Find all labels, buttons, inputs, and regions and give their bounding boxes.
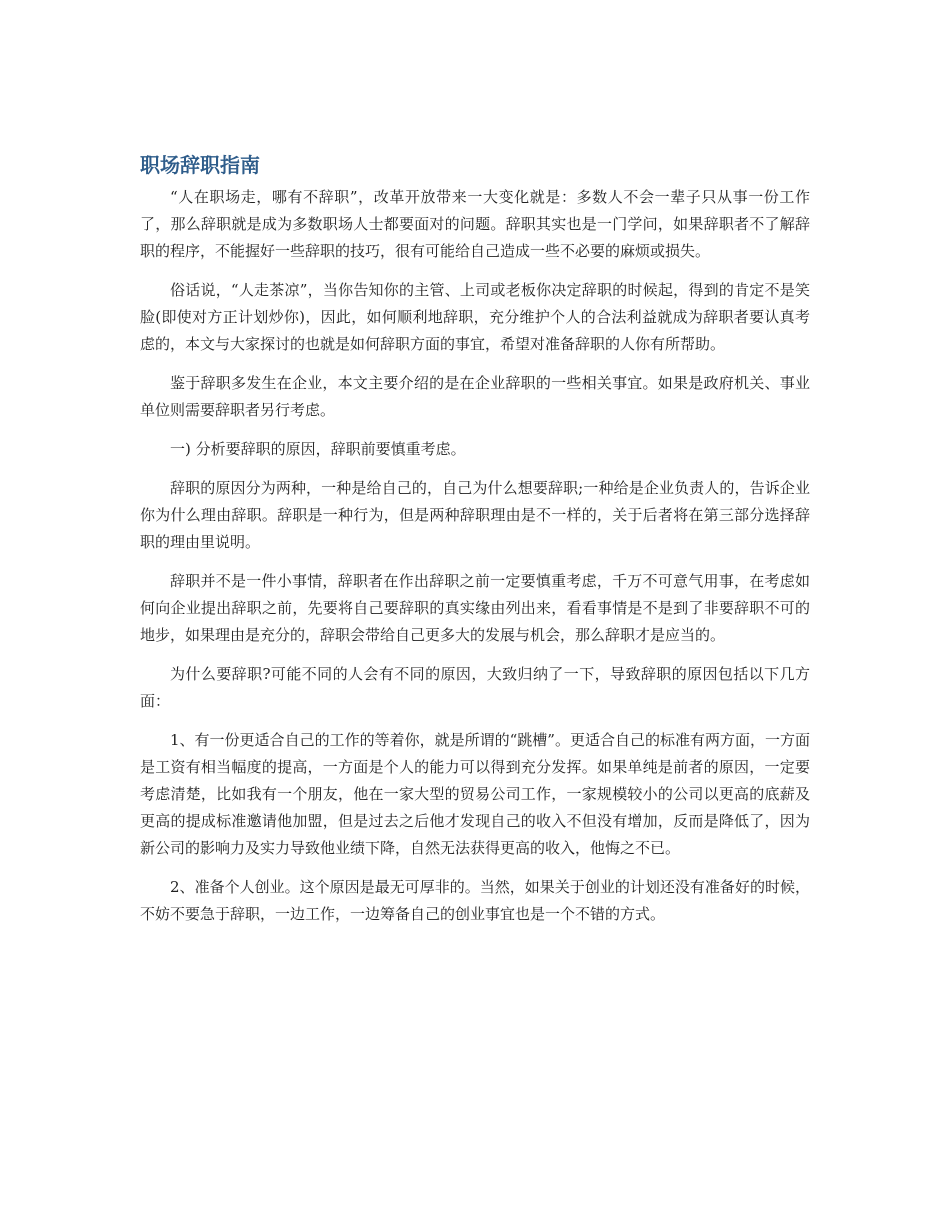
paragraph-reasons-types: 辞职的原因分为两种，一种是给自己的，自己为什么想要辞职;一种给是企业负责人的，告诉企业你为什么理由辞职。辞职是一种行为，但是两种辞职理由是不一样的，关于后者将在第三部分选择辞职的理由里说明。	[140, 479, 810, 551]
list-item-1: 1、有一份更适合自己的工作的等着你，就是所谓的“跳槽”。更适合自己的标准有两方面，一方面是工资有相当幅度的提高，一方面是个人的能力可以得到充分发挥。如果单纯是前者的原因，一定要考虑清楚，比如我有一个朋友，他在一家大型的贸易公司工作，一家规模较小的公司以更高的底薪及更高的提成标准邀请他加盟，但是过去之后他才发现自己的收入不但没有增加，反而是降低了，因为新公司的影响力及实力导致他业绩下降，自然无法获得更高的收入，他悔之不已。	[140, 731, 810, 857]
paragraph-intro: “人在职场走，哪有不辞职”，改革开放带来一大变化就是：多数人不会一辈子只从事一份工作了，那么辞职就是成为多数职场人士都要面对的问题。辞职其实也是一门学问，如果辞职者不了解辞职的程序，不能握好一些辞职的技巧，很有可能给自己造成一些不必要的麻烦或损失。	[140, 188, 810, 260]
section-heading-1: 一) 分析要辞职的原因，辞职前要慎重考虑。	[170, 440, 466, 458]
paragraph-scope: 鉴于辞职多发生在企业，本文主要介绍的是在企业辞职的一些相关事宜。如果是政府机关、事业单位则需要辞职者另行考虑。	[140, 374, 810, 419]
paragraph-saying: 俗话说，“人走茶凉”，当你告知你的主管、上司或老板你决定辞职的时候起，得到的肯定不是笑脸(即使对方正计划炒你)，因此，如何顺利地辞职，充分维护个人的合法利益就成为辞职者要认真考虑的，本文与大家探讨的也就是如何辞职方面的事宜，希望对准备辞职的人你有所帮助。	[140, 281, 810, 353]
paragraph-why: 为什么要辞职?可能不同的人会有不同的原因，大致归纳了一下，导致辞职的原因包括以下几方面：	[140, 665, 810, 710]
document-page	[140, 150, 810, 940]
paragraph-careful: 辞职并不是一件小事情，辞职者在作出辞职之前一定要慎重考虑，千万不可意气用事，在考虑如何向企业提出辞职之前，先要将自己要辞职的真实缘由列出来，看看事情是不是到了非要辞职不可的地步，如果理由是充分的，辞职会带给自己更多大的发展与机会，那么辞职才是应当的。	[140, 572, 810, 644]
document-title: 职场辞职指南	[140, 153, 260, 177]
list-item-2: 2、准备个人创业。这个原因是最无可厚非的。当然，如果关于创业的计划还没有准备好的时候，不妨不要急于辞职，一边工作，一边筹备自己的创业事宜也是一个不错的方式。	[140, 878, 810, 923]
